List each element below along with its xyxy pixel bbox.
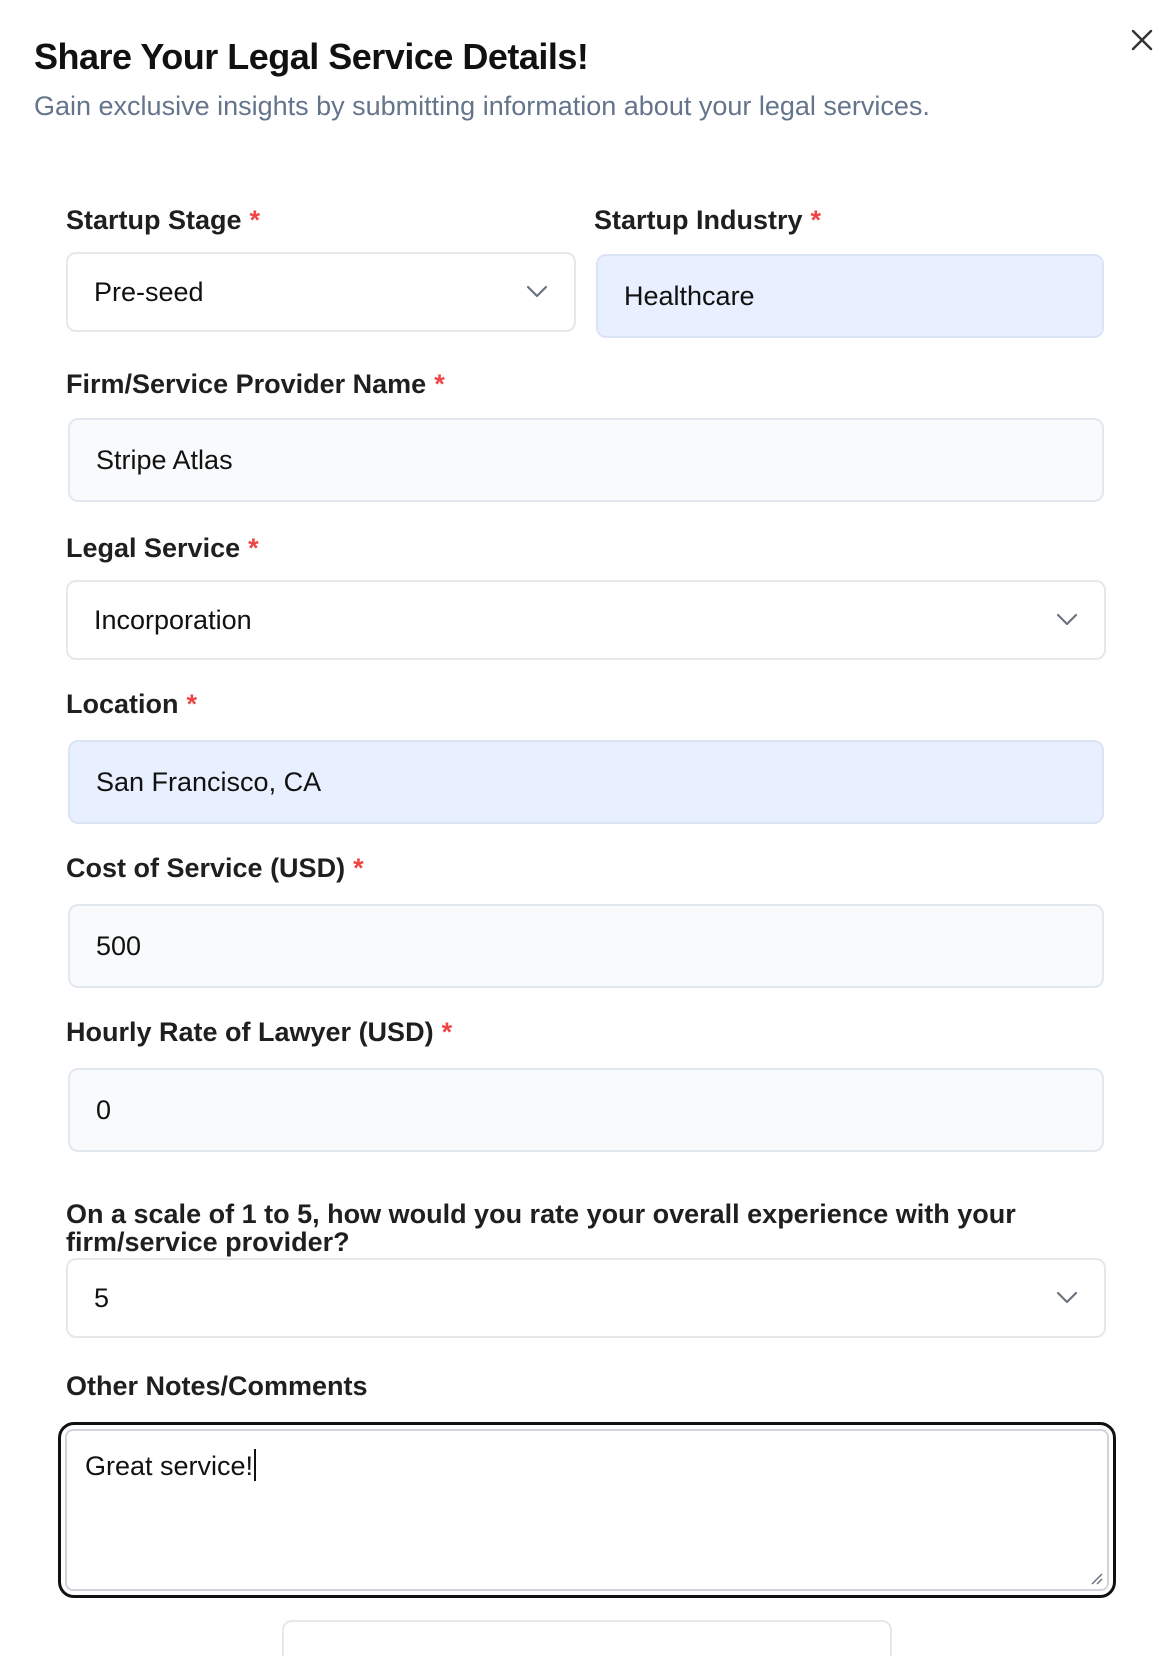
- startup-stage-label: Startup Stage *: [66, 205, 261, 235]
- startup-industry-value: Healthcare: [624, 280, 755, 311]
- required-marker: *: [353, 853, 364, 883]
- notes-label: Other Notes/Comments: [66, 1371, 368, 1401]
- chevron-down-icon: [526, 285, 548, 299]
- text-caret: [254, 1449, 256, 1481]
- firm-name-label: Firm/Service Provider Name *: [66, 369, 445, 399]
- cost-label: Cost of Service (USD) *: [66, 853, 364, 883]
- modal-title: Share Your Legal Service Details!: [34, 36, 589, 77]
- notes-textarea-focus-ring: [58, 1422, 1116, 1598]
- required-marker: *: [249, 205, 261, 235]
- legal-service-label: Legal Service *: [66, 533, 259, 563]
- submit-button[interactable]: [282, 1620, 892, 1656]
- startup-industry-label: Startup Industry *: [594, 205, 822, 235]
- hourly-rate-value: 0: [96, 1094, 112, 1125]
- close-button[interactable]: [1124, 22, 1160, 58]
- hourly-rate-input[interactable]: [68, 1068, 1104, 1152]
- startup-industry-input[interactable]: [596, 254, 1104, 338]
- location-value: San Francisco, CA: [96, 766, 322, 797]
- required-marker: *: [434, 369, 445, 399]
- location-input[interactable]: [68, 740, 1104, 824]
- cost-input[interactable]: [68, 904, 1104, 988]
- resize-grip-icon[interactable]: [1087, 1569, 1103, 1585]
- chevron-down-icon: [1056, 613, 1078, 627]
- required-marker: *: [248, 533, 259, 563]
- rating-question-label: On a scale of 1 to 5, how would you rate your overall experience with your firm/service provider?: [66, 1199, 1016, 1257]
- notes-value: Great service!: [85, 1451, 254, 1481]
- hourly-rate-label: Hourly Rate of Lawyer (USD) *: [66, 1017, 453, 1047]
- rating-value: 5: [94, 1282, 110, 1313]
- rating-select[interactable]: [66, 1258, 1106, 1338]
- location-label: Location *: [66, 689, 198, 719]
- required-marker: *: [186, 689, 198, 719]
- chevron-down-icon: [1056, 1291, 1078, 1305]
- firm-name-input[interactable]: [68, 418, 1104, 502]
- required-marker: *: [441, 1017, 453, 1047]
- startup-stage-value: Pre-seed: [94, 276, 204, 307]
- firm-name-value: Stripe Atlas: [96, 444, 233, 475]
- notes-textarea[interactable]: [65, 1429, 1109, 1591]
- legal-service-value: Incorporation: [94, 604, 252, 635]
- cost-value: 500: [96, 930, 142, 961]
- startup-stage-select[interactable]: [66, 252, 576, 332]
- modal-subtitle: Gain exclusive insights by submitting information about your legal services.: [34, 91, 930, 121]
- required-marker: *: [810, 205, 822, 235]
- close-icon: [1130, 28, 1154, 52]
- legal-service-select[interactable]: [66, 580, 1106, 660]
